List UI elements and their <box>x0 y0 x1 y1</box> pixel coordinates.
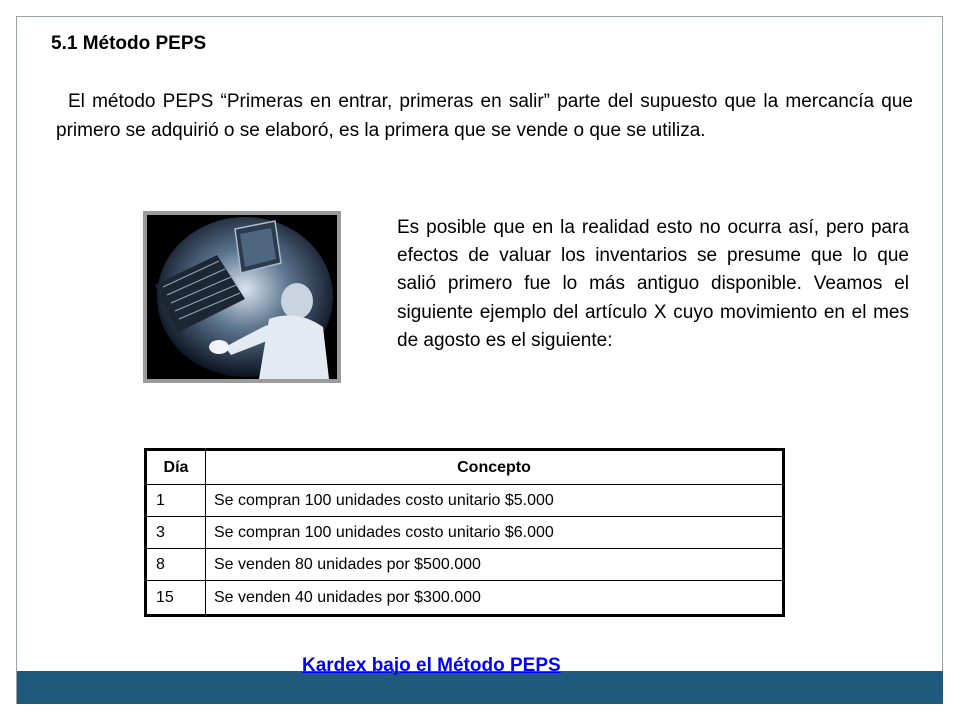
concept-cell: Se venden 40 unidades por $300.000 <box>206 581 784 616</box>
concept-cell: Se venden 80 unidades por $500.000 <box>206 549 784 581</box>
day-cell: 15 <box>146 581 206 616</box>
computer-user-image <box>143 211 341 383</box>
kardex-peps-link[interactable]: Kardex bajo el Método PEPS <box>302 655 561 676</box>
table-row <box>146 549 784 581</box>
column-header-day: Día <box>146 450 206 485</box>
intro-paragraph: El método PEPS “Primeras en entrar, primeras en salir” parte del supuesto que la mercancía que primero se adquirió o se elaboró, es la primera que se vende o que se utiliza. <box>56 91 913 141</box>
table-header-row <box>146 450 784 485</box>
concept-cell: Se compran 100 unidades costo unitario $6.000 <box>206 517 784 549</box>
day-cell: 1 <box>146 485 206 517</box>
column-header-concept: Concepto <box>206 450 784 485</box>
concept-cell: Se compran 100 unidades costo unitario $5.000 <box>206 485 784 517</box>
explanation-paragraph: Es posible que en la realidad esto no ocurra así, pero para efectos de valuar los inventarios se presume que lo que salió primero fue lo más antiguo disponible. Veamos el siguiente ejemplo del artículo X cuyo movimiento en el mes de agosto es el siguiente: <box>397 217 909 351</box>
table-row <box>146 517 784 549</box>
table-row <box>146 485 784 517</box>
day-cell: 3 <box>146 517 206 549</box>
inventory-movements-table <box>144 448 785 617</box>
table-row <box>146 581 784 616</box>
computer-user-photo-icon <box>147 215 337 379</box>
page-title: 5.1 Método PEPS <box>51 33 207 54</box>
day-cell: 8 <box>146 549 206 581</box>
